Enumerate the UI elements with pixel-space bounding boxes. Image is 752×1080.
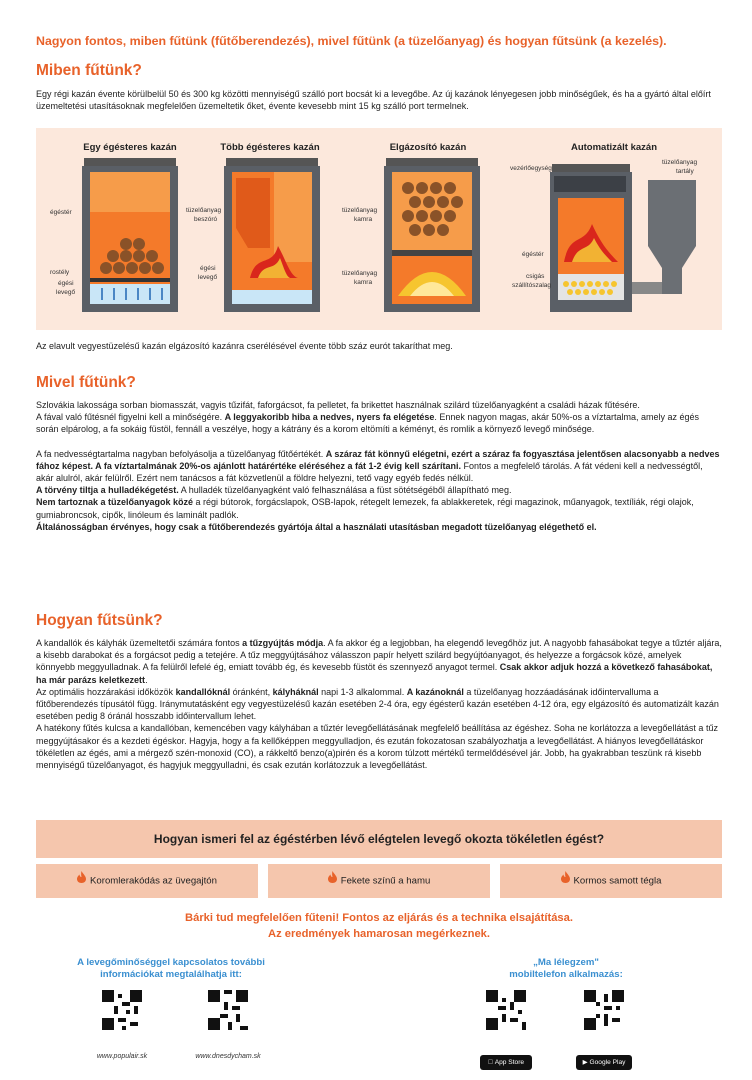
boiler-4-drawing [510, 159, 697, 312]
qr-code-app-store[interactable] [486, 990, 526, 1030]
boiler-1-label-egesi: égési [58, 280, 74, 287]
app-store-badge[interactable]: App Store [480, 1055, 532, 1070]
tagline-line-1: Bárki tud megfelelően fűteni! Fontos az eljárás és a technika elsajátítása. [185, 912, 573, 924]
section3-body [36, 637, 722, 771]
section2-p3: A fa nedvességtartalma nagyban befolyásolja a tüzelőanyag fűtőértékét. A száraz fát könnyű elégetni, ezért a száraz fa fogyasztása jelentősen alacsonyabb a nedves fához képest. A fa víztartalmának 20%-os ajánlott határértéke eléréséhez a fát 1-2 évig kell szárítani. Fontos a megfelelő tárolás. A fát védeni kell a nedvességtől, akár alulról, akár felülről. Ezért nem tanácsos a fát közvetlenül a földre helyezni, tető vagy egyéb fedés nélkül. [36, 448, 720, 484]
question-banner: Hogyan ismeri fel az égéstérben lévő elégtelen levegő okozta tökéletlen égést? [36, 820, 722, 858]
sign-chip-3 [500, 864, 722, 898]
boiler-title-2: Több égésteres kazán [220, 142, 320, 153]
sign-chip-1 [36, 864, 258, 898]
google-play-badge[interactable]: ▶ Google Play [576, 1055, 632, 1070]
apple-icon [488, 1059, 493, 1066]
section3-p1: A kandallók és kályhák üzemeltetői számára fontos a tűzgyújtás módja. A fa akkor ég a legjobban, ha elegendő levegőhöz jut. A nagyobb fahasábokat tegye a tűztér aljára, a kisebb darabokat és a forgácsot pedig a tetejére. A tűz meggyújtásához válasszon papír helyett szilárd begyújtóanyagot, és helyezze a forgácsok közé, amelyek könnyebb meggyulladnak. A fa felülről lefelé ég, emiatt tovább ég, és kevesebb füstöt és szennyező anyagot termel. Csak akkor adjuk hozzá a következő fahasábokat, ha már parázs keletkezett. [36, 638, 722, 685]
boiler-1-drawing [50, 158, 178, 312]
boiler-1-label-rostely: rostély [50, 269, 70, 276]
boiler-2-label-tuzeloanyag: tüzelőanyag [186, 207, 222, 214]
section-title-hogyan: Hogyan fűtsünk? [36, 612, 163, 629]
section3-p3: A hatékony fűtés kulcsa a kandallóban, kemencében vagy kályhában a tűztér levegőellátásának megfelelő beállítása az égéshez. Soha ne korlátozza a levegőellátást a tűz meggyújtásakor és a kezdeti égéskor. Hagyja, hogy a fa kellőképpen meggyulladjon, és ezután fokozatosan szabályozhatja a levegőellátást. A hiányos levegőellátáskor tökéletlen az égés, ami a mérgező szén-monoxid (CO), a rákkeltő benzo(a)pirén és a korom túlzott mértékű termelődésével jár. Jobb, ha gyakrabban teszünk rá kisebb mennyiségű tüzelőanyagot, és hagyjuk meggyulladni, és csak ezután korlátozzuk a levegőellátást. [36, 723, 718, 771]
section2-p6: Általánosságban érvényes, hogy csak a fűtőberendezés gyártója által a használati utasításban megadott tüzelőanyag elégethető el. [36, 521, 597, 532]
sign-label-3: Kormos samott tégla [573, 875, 662, 887]
sign-chip-2 [268, 864, 490, 898]
section-title-miben: Miben fűtünk? [36, 62, 142, 79]
top-heading: Nagyon fontos, miben fűtünk (fűtőberendezés), mivel fűtünk (a tüzelőanyag) és hogyan fűtsünk (a kezelés). [36, 34, 667, 48]
qr-code-populair[interactable] [102, 990, 142, 1030]
boiler-3-label-kamra-2: kamra [354, 279, 373, 286]
boiler-title-4: Automatizált kazán [570, 142, 658, 153]
section2-p1: Szlovákia lakossága sorban biomasszát, vagyis tűzifát, faforgácsot, fa pelletet, fa brikettet használnak szilárd tüzelőanyagként a családi házak fűtésére. [36, 400, 640, 410]
section2-p2: A fával való fűtésnél figyelni kell a minőségére. A leggyakoribb hiba a nedves, nyers fa elégetése. Ennek nagyon magas, akár 50%-os a víztartalma, amely az égés során elpárolog, a fa sokáig füstöl, fennáll a veszélye, hogy a kátrány és a korom eltömíti a kéményt, és romlik a környező levegő minősége. [36, 412, 700, 435]
flame-icon [561, 864, 570, 898]
sign-label-1: Koromlerakódás az üvegajtón [90, 875, 217, 887]
section-title-mivel: Mivel fűtünk? [36, 374, 136, 391]
boiler-4-label-egester: égéstér [522, 251, 544, 258]
info-left-heading: A levegőminőséggel kapcsolatos további információkat megtalálhatja itt: [77, 957, 265, 980]
boiler-4-label-csigas: csigás [526, 273, 545, 280]
boiler-4-label-vezerlo: vezérlőegység [510, 165, 552, 172]
boiler-3-drawing [342, 158, 480, 312]
boiler-1-label-egester: égéstér [50, 209, 72, 216]
boiler-diagram-svg [36, 128, 722, 330]
section2-body [36, 399, 722, 533]
boiler-title-1: Egy égésteres kazán [83, 142, 177, 153]
boiler-4-label-tuzeloanyag: tüzelőanyag [662, 159, 698, 166]
boiler-diagram [36, 128, 722, 330]
boiler-2-label-beszoro: beszóró [194, 216, 218, 223]
boiler-4-label-szallito: szállítószalag [512, 282, 552, 289]
url-populair[interactable]: www.populair.sk [96, 1053, 148, 1060]
section1-intro: Egy régi kazán évente körülbelül 50 és 300 kg közötti mennyiségű szálló port bocsát ki a levegőbe. Az új kazánok lényegesen jobb minőségűek, és ha a gyártó által előírt üzemeltetési utasításoknak megfelelően üzemeltetik őket, évente kevesebb mint 15 kg szálló port termelnek. [36, 89, 711, 112]
sign-label-2: Fekete színű a hamu [340, 875, 431, 887]
flame-icon [77, 864, 86, 898]
section1-caption: Az elavult vegyestüzelésű kazán elgázosító kazánra cserélésével évente több száz eurót takaríthat meg. [36, 341, 453, 351]
section2-p5: Nem tartoznak a tüzelőanyagok közé a régi bútorok, forgácslapok, OSB-lapok, rétegelt lemezek, fa ablakkeretek, régi magazinok, műanyagok, textíliák, régi olajok, gumiabroncsok, cipők, linóleum és laminált padlók. [36, 497, 694, 520]
play-icon: ▶ [582, 1059, 588, 1066]
info-right-heading: „Ma lélegzem" mobiltelefon alkalmazás: [509, 957, 623, 980]
qr-code-google-play[interactable] [584, 990, 624, 1030]
boiler-2-label-egesi: égési [200, 265, 216, 272]
qr-code-dnesdycham[interactable] [208, 990, 248, 1030]
url-dnesdycham[interactable]: www.dnesdycham.sk [195, 1053, 261, 1060]
section2-p4: A törvény tiltja a hulladékégetést. A hulladék tüzelőanyagként való felhasználása a füst sötétségéből állapítható meg. [36, 485, 512, 496]
section3-p2: Az optimális hozzárakási időközök kandallóknál óránként, kályháknál napi 1-3 alkalommal. A kazánoknál a tüzelőanyag hozzáadásának időintervalluma a fűtőberendezés típusától függ. Iránymutatásként egy vegyestüzelésű kazán esetében 2-4 óra, egy égésterű kazán esetében 4-12 óra, egy elgázosító és automatizált kazán esetében pedig 8 óránál hosszabb időintervallum lehet. [36, 686, 719, 722]
boiler-3-label-tuzeloanyag-2: tüzelőanyag [342, 270, 378, 277]
boiler-3-label-kamra-1: kamra [354, 216, 373, 223]
boiler-1-label-levego: levegő [56, 289, 76, 296]
boiler-3-label-tuzeloanyag-1: tüzelőanyag [342, 207, 378, 214]
boiler-2-drawing [186, 158, 320, 312]
boiler-2-label-levego: levegő [198, 274, 218, 281]
flame-icon [328, 864, 337, 898]
boiler-4-label-tartaly: tartály [676, 168, 694, 175]
boiler-title-3: Elgázosító kazán [389, 142, 467, 153]
tagline-line-2: Az eredmények hamarosan megérkeznek. [268, 928, 490, 940]
